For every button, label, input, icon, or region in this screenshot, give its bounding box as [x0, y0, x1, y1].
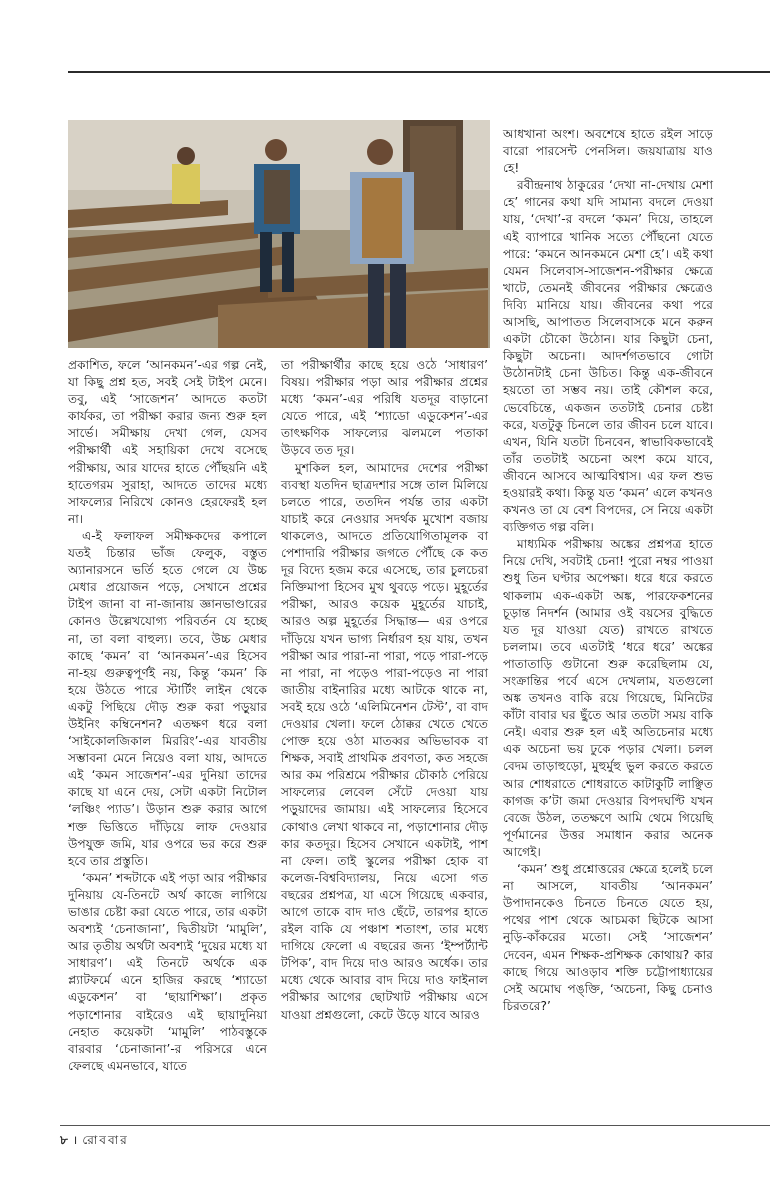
footer-separator: ।	[72, 1133, 78, 1147]
text-column-2	[281, 357, 488, 1024]
paragraph: ‘কমন’ শুধু প্রশ্নোত্তরের ক্ষেত্রে হলেই চলে না আসলে, যাবতীয় ‘আনকমন’ উপাদানকেও চিনতে চিনতে যেতে হয়, পথের পাশ থেকে আচমকা ছিটকে আসা নুড়ি-কাঁকরের মতো। সেই ‘সাজেশন’ দেবেন, এমন শিক্ষক-প্রশিক্ষক কোথায়? কার কাছে গিয়ে আওড়াব শক্তি চট্টোপাধ্যায়ের সেই অমোঘ পঙ্‌ক্তি, ‘অচেনা, কিছু চেনাও চিরতরে?’	[503, 862, 713, 1013]
paragraph: আধখানা অংশ। অবশেষে হাতে রইল সাড়ে বারো পারসেন্ট পেনসিল। জয়যাত্রায় যাও হে!	[503, 127, 713, 176]
paragraph: ‘কমন’ শব্দটাকে এই পড়া আর পরীক্ষার দুনিয়ায় যে-তিনটে অর্থ কাজে লাগিয়ে ভাঙার চেষ্টা করা যেতে পারে, তার একটা অবশ্যই ‘চেনাজানা’, দ্বিতীয়টা ‘মামুলি’, আর তৃতীয় অর্থটা অবশ্যই ‘দুয়ের মধ্যে যা সাধারণ’। এই তিনটে অর্থকে এক প্ল্যাটফর্মে এনে হাজির করছে ‘শ্যাডো এডুকেশন’ বা ‘ছায়াশিক্ষা’। প্রকৃত পড়াশোনার বাইরেও এই ছায়াদুনিয়া নেহাত কয়েকটা ‘মামুলি’ পাঠবস্তুকে বারবার ‘চেনাজানা’-র পরিসরে এনে ফেলছে এমনভাবে, যাতে	[68, 870, 267, 1073]
paragraph: তা পরীক্ষার্থীর কাছে হয়ে ওঠে ‘সাধারণ’ বিষয়। পরীক্ষার পড়া আর পরীক্ষার প্রশ্নের মধ্যে ‘কমন’-এর পরিধি যতদূর বাড়ানো যেতে পারে, এই ‘শ্যাডো এডুকেশন’-এর তাৎক্ষণিক সাফল্যের ঝলমলে পতাকা উড়বে তত দূর।	[281, 358, 488, 458]
top-rule	[68, 71, 770, 73]
paragraph: প্রকাশিত, ফলে ‘আনকমন’-এর গল্প নেই, যা কিছু প্রশ্ন হত, সবই সেই টাইপ মেনে। তবু, এই ‘সাজেশন’ আদতে কতটা কার্যকর, তা পরীক্ষা করার জন্য শুরু হল সার্ভে। সমীক্ষায় দেখা গেল, যেসব পরীক্ষার্থী এই সহায়িকা দেখে বসেছে পরীক্ষায়, আর যাদের হাতে পৌঁছয়নি এই হাতেগরম সুরাহা, আদতে তাদের মধ্যে সাফল্যের নিরিখে কোনও হেরফেরই হল না।	[68, 358, 267, 526]
article-photo	[68, 120, 490, 348]
page-footer	[60, 1131, 129, 1152]
bottom-rule	[60, 1125, 770, 1126]
paragraph: মাধ্যমিক পরীক্ষায় অঙ্কের প্রশ্নপত্র হাতে নিয়ে দেখি, সবটাই চেনা! পুরো নম্বর পাওয়া শুধু তিন ঘণ্টার অপেক্ষা। ধরে ধরে করতে থাকলাম এক-একটা অঙ্ক, পারফেকশনের চূড়ান্ত নিদর্শন (আমার ওই বয়সের বুদ্ধিতে যত দূর যাওয়া যেত) রাখতে রাখতে চললাম। তবে এতটাই ‘ধরে ধরে’ অঙ্কের পাতাতাড়ি গুটানো শুরু করেছিলাম যে, সংক্রান্তির পর্বে এসে দেখলাম, যতগুলো অঙ্ক তখনও বাকি রয়ে গিয়েছে, মিনিটের কাঁটা বাবার ঘর ছুঁতে আর ততটা সময় বাকি নেই। এবার শুরু হল এই অতিচেনার মধ্যে এক অচেনা ভয় ঢুকে পড়ার খেলা। চলল বেদম তাড়াহুড়ো, মুহুর্মুহু ভুল করতে করতে আর শোধরাতে শোধরাতে কাটাকুটি লাঞ্ছিত কাগজ ক’টা জমা দেওয়ার বিপদঘণ্টি যখন বেজে উঠল, ততক্ষণে আমি থেমে গিয়েছি পূর্ণমানের উত্তর সমাধান করার অনেক আগেই।	[503, 537, 713, 859]
paragraph: মুশকিল হল, আমাদের দেশের পরীক্ষা ব্যবস্থা যতদিন ছাত্রদশার সঙ্গে তাল মিলিয়ে চলতে পারে, ততদিন পর্যন্ত তার একটা যাচাই করে নেওয়ার সদর্থক মুখোশ বজায় থাকলেও, আদতে প্রতিযোগিতামূলক বা পেশাদারি পরীক্ষার জগতে পৌঁছে কে কত দূর বিদ্যে হজম করে এসেছে, তার চুলচেরা নিক্তিমাপা হিসেব মুখ থুবড়ে পড়ে। মুহূর্তের পরীক্ষা, আরও কয়েক মুহূর্তের যাচাই, আরও অল্প মুহূর্তের সিদ্ধান্ত— এর ওপরে দাঁড়িয়ে যখন ভাগ্য নির্ধারণ হয় যায়, তখন পরীক্ষা আর পারা-না পারা, পড়ে পারা-পড়ে না পারা, না পড়েও পারা-পড়েও না পারা জাতীয় বাইনারির মধ্যে আটকে থাকে না, সবই হয়ে ওঠে ‘এলিমিনেশন টেস্ট’, বা বাদ দেওয়ার খেলা। ফলে ঠোক্কর খেতে খেতে পোক্ত হয়ে ওঠা মাতব্বর অভিভাবক বা শিক্ষক, সবাই প্রাথমিক প্রবণতা, কত সহজে আর কম পরিশ্রমে পরীক্ষার চৌকাঠ পেরিয়ে সাফল্যের লেবেল সেঁটে দেওয়া যায় পড়ুয়াদের জামায়। এই সাফল্যের হিসেবে কোথাও লেখা থাকবে না, পড়াশোনার দৌড় কার কতদূর। হিসেব সেখানে একটাই, পাশ না ফেল। তাই স্কুলের পরীক্ষা হোক বা কলেজ-বিশ্ববিদ্যালয়, নিয়ে এসো গত বছরের প্রশ্নপত্র, যা এসে গিয়েছে একবার, আগে তাকে বাদ দাও ছেঁটে, তারপর হাতে রইল বাকি যে পঞ্চাশ শতাংশ, তার মধ্যে দাগিয়ে ফেলো এ বছরের জন্য ‘ইম্পর্ট্যান্ট টপিক’, বাদ দিয়ে দাও আরও অর্ধেক। তার মধ্যে থেকে আবার বাদ দিয়ে দাও ফাইনাল পরীক্ষার আগের ছোটখাট পরীক্ষায় এসে যাওয়া প্রশ্নগুলো, কেটে উড়ে যাবে আরও	[281, 460, 488, 1022]
text-column-1	[68, 357, 267, 1075]
paragraph: এ-ই ফলাফল সমীক্ষকদের কপালে যতই চিন্তার ভাঁজ ফেলুক, বস্তুত অ্যানারসনে ভর্তি হতে গেলে যে উচ্চ মেধার প্রয়োজন পড়ে, সেখানে প্রশ্নের টাইপ জানা বা না-জানায় জ্ঞানভাণ্ডারের কোনও উল্লেখযোগ্য পরিবর্তন যে হচ্ছে না, তা বলা বাহুল্য। তবে, উচ্চ মেধার কাছে ‘কমন’ বা ‘আনকমন’-এর হিসেব না-হয় গুরুত্বপূর্ণই নয়, কিন্তু ‘কমন’ কি হয়ে উঠতে পারে স্টার্টিং লাইন থেকে একটু পিছিয়ে দৌড় শুরু করা পড়ুয়ার উইনিং কম্বিনেশন? এতক্ষণ ধরে বলা ‘সাইকোলজিকাল মিররিং’-এর যাবতীয় সম্ভাবনা মেনে নিয়েও বলা যায়, আদতে এই ‘কমন সাজেশন’-এর দুনিয়া তাদের কাছে যা এনে দেয়, সেটা একটা নিটোল ‘লঞ্চিং প্যাড’। উড়ান শুরু করার আগে শক্ত ভিত্তিতে দাঁড়িয়ে লাফ দেওয়ার উপযুক্ত জমি, যার ওপরে ভর করে শুরু হবে তার প্রস্তুতি।	[68, 528, 267, 868]
text-column-3	[503, 126, 713, 1015]
magazine-name: রোববার	[82, 1133, 129, 1147]
page-number: ৮	[60, 1133, 68, 1147]
exam-hall-illustration	[68, 120, 490, 348]
paragraph: রবীন্দ্রনাথ ঠাকুরের ‘দেখা না-দেখায় মেশা হে’ গানের কথা যদি সামান্য বদলে দেওয়া যায়, ‘দেখা’-র বদলে ‘কমন’ দিয়ে, তাহলে এই ব্যাপারে খানিক সত্যে পৌঁছনো যেতে পারে: ‘কমনে আনকমনে মেশা হে’। এই কথা যেমন সিলেবাস-সাজেশন-পরীক্ষার ক্ষেত্রে খাটে, তেমনই জীবনের পরীক্ষার ক্ষেত্রেও দিব্যি মানিয়ে যায়। জীবনের কথা পরে আসছি, আপাতত সিলেবাসকে মনে করুন একটা চৌকো উঠোন। যার কিছুটা চেনা, কিছুটা অচেনা। আদর্শগতভাবে গোটা উঠোনটাই চেনা উচিত। কিন্তু এক-জীবনে হয়তো তা সম্ভব নয়। তাই কৌশল করে, ভেবেচিন্তে, একজন ততটাই চেনার চেষ্টা করে, যতটুকু চিনলে তার জীবন চলে যাবে। এখন, যিনি যতটা চিনবেন, স্বাভাবিকভাবেই তাঁর ততটাই অচেনা অংশ কমে যাবে, জীবনে আসবে আত্মবিশ্বাস। এর ফল শুভ হওয়ারই কথা। কিন্তু যত ‘কমন’ এলে কখনও কখনও তা যে বেশ বিপদের, সে নিয়ে একটা ব্যক্তিগত গল্প বলি।	[503, 178, 713, 535]
